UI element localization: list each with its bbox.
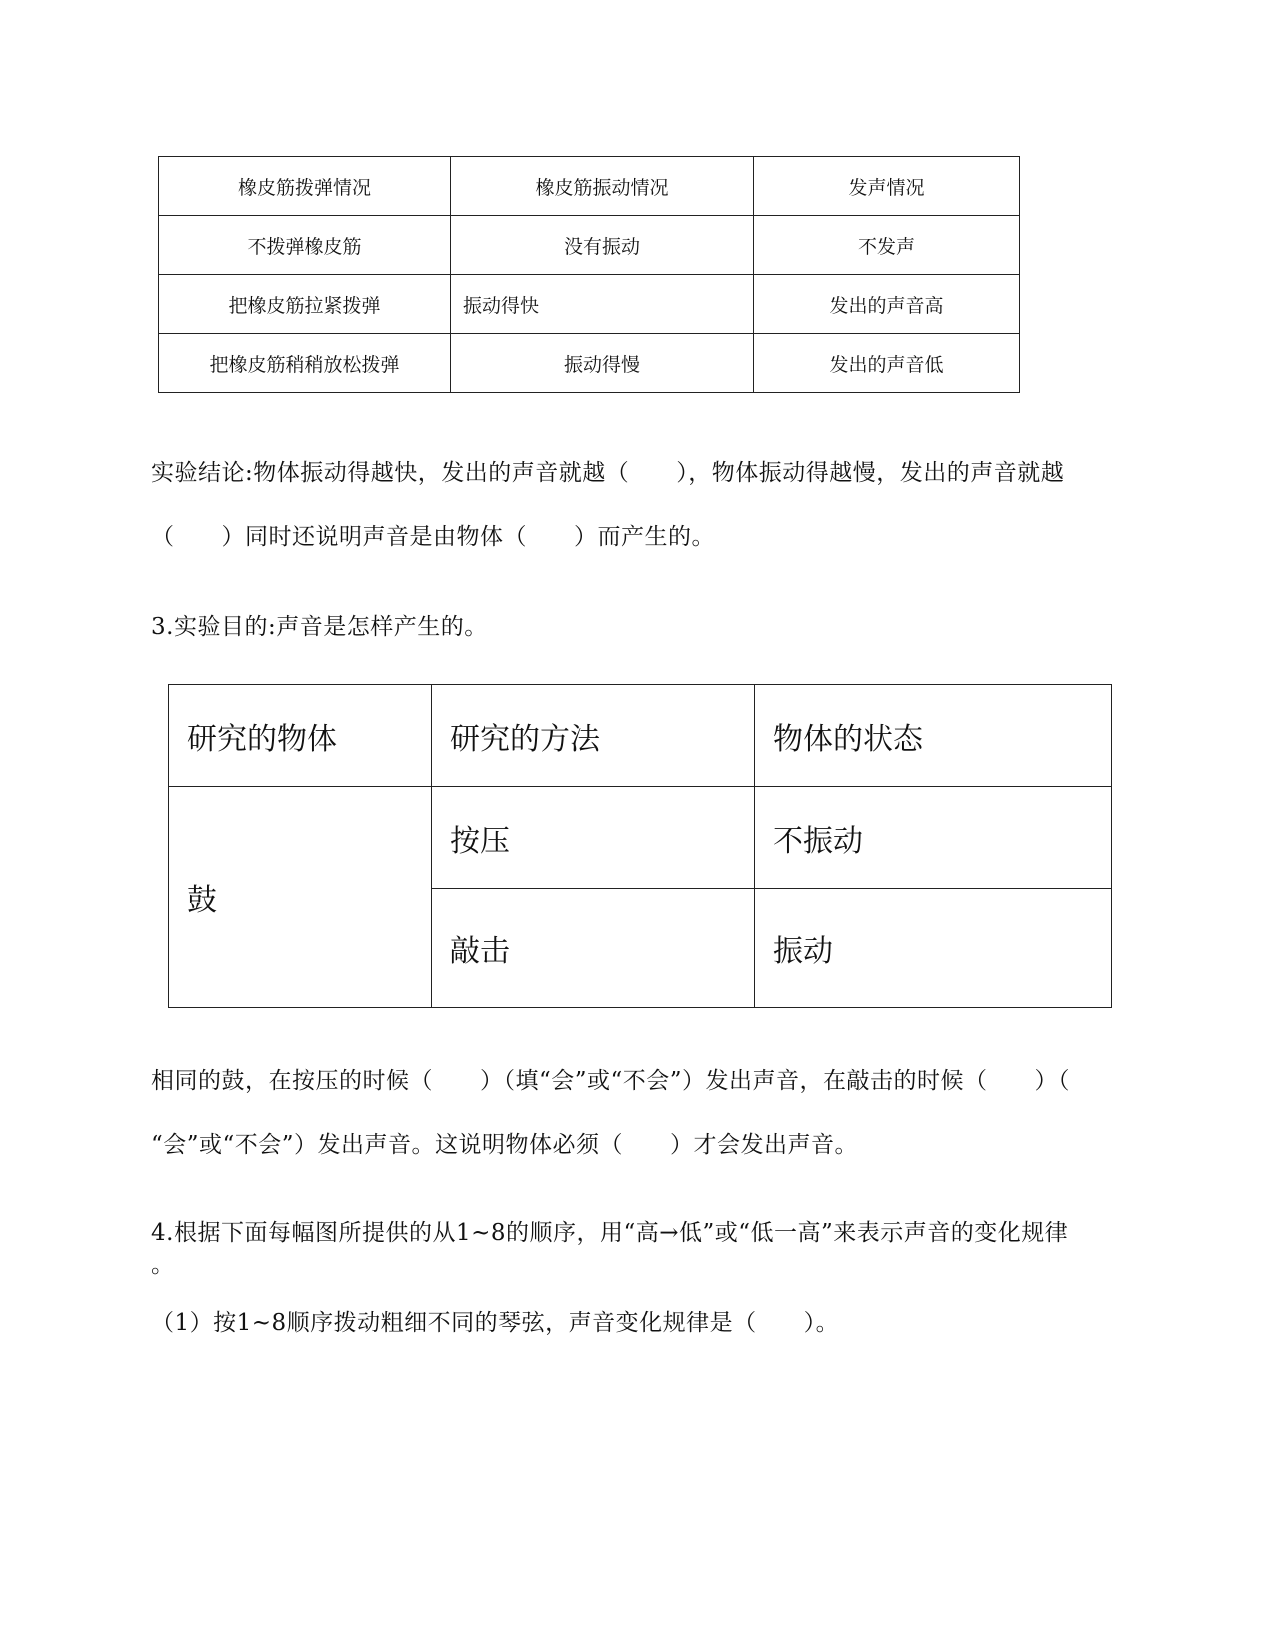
table-cell: 振动得快 — [451, 275, 754, 334]
item-4-sub-1: （1）按1~8顺序拨动粗细不同的琴弦，声音变化规律是（ ）。 — [151, 1310, 840, 1336]
table-cell: 不振动 — [755, 787, 1112, 889]
table-header-cell: 橡皮筋拨弹情况 — [159, 157, 451, 216]
table-cell: 鼓 — [169, 787, 432, 1008]
conclusion-line-2: （ ）同时还说明声音是由物体（ ）而产生的。 — [151, 524, 715, 550]
table-cell: 敲击 — [432, 889, 755, 1008]
table-cell: 把橡皮筋拉紧拨弹 — [159, 275, 451, 334]
table-cell: 不拨弹橡皮筋 — [159, 216, 451, 275]
table-header-row — [169, 685, 1112, 787]
table-header-row — [159, 157, 1020, 216]
rubber-band-table — [158, 156, 1020, 393]
table-header-cell: 橡皮筋振动情况 — [451, 157, 754, 216]
table-row — [159, 334, 1020, 393]
table-cell: 发出的声音低 — [754, 334, 1020, 393]
table-header-cell: 物体的状态 — [755, 685, 1112, 787]
table-row — [169, 787, 1112, 889]
drum-table — [168, 684, 1112, 1008]
table-cell: 发出的声音高 — [754, 275, 1020, 334]
drum-text-line-1: 相同的鼓，在按压的时候（ ）（填“会”或“不会”）发出声音，在敲击的时候（ ）（ — [151, 1068, 1071, 1094]
item-3-heading: 3.实验目的:声音是怎样产生的。 — [151, 614, 488, 640]
conclusion-line-1: 实验结论:物体振动得越快，发出的声音就越（ ），物体振动得越慢，发出的声音就越 — [151, 460, 1065, 486]
item-4-line-1: 4.根据下面每幅图所提供的从1~8的顺序，用“高→低”或“低一高”来表示声音的变化规律 — [151, 1220, 1069, 1246]
table-cell: 没有振动 — [451, 216, 754, 275]
table-cell: 振动 — [755, 889, 1112, 1008]
table-header-cell: 发声情况 — [754, 157, 1020, 216]
table-row — [159, 216, 1020, 275]
table-cell: 把橡皮筋稍稍放松拨弹 — [159, 334, 451, 393]
drum-text-line-2: “会”或“不会”）发出声音。这说明物体必须（ ）才会发出声音。 — [151, 1132, 859, 1158]
table-cell: 按压 — [432, 787, 755, 889]
table-cell: 不发声 — [754, 216, 1020, 275]
table-row — [159, 275, 1020, 334]
table-header-cell: 研究的物体 — [169, 685, 432, 787]
table-cell: 振动得慢 — [451, 334, 754, 393]
table-header-cell: 研究的方法 — [432, 685, 755, 787]
item-4-line-2: 。 — [151, 1252, 175, 1278]
